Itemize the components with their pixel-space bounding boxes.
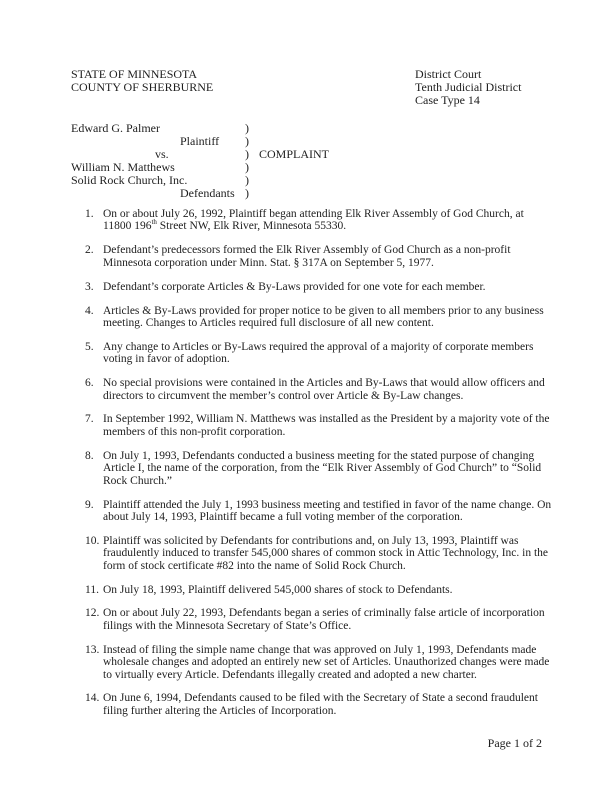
- caption-party-role: Defendants: [180, 186, 235, 200]
- court-header-left: [71, 68, 415, 107]
- caption-document-title: [259, 122, 329, 135]
- complaint-paragraphs: [71, 208, 553, 729]
- caption-party-name: Solid Rock Church, Inc.: [71, 173, 188, 187]
- paragraph-text: On or about July 22, 1993, Defendants began a series of criminally false article of incorporation filings with the Minnesota Secretary of State’s Office.: [103, 607, 545, 632]
- paragraph-text: Plaintiff attended the July 1, 1993 business meeting and testified in favor of the name change. On about July 14, 1993, Plaintiff became a full voting member of the corporation.: [103, 498, 552, 523]
- complaint-paragraph: [71, 305, 553, 330]
- case-type-line: Case Type 14: [415, 93, 480, 107]
- paragraph-text: Defendant’s predecessors formed the Elk River Assembly of God Church as a non-profit Minnesota corporation under Minn. Stat. § 317A on September 5, 1977.: [103, 244, 511, 269]
- paragraph-number: 3.: [85, 280, 94, 293]
- paragraph-text: No special provisions were contained in the Articles and By-Laws that would allow officers and directors to circumvent the member’s control over Article & By-Law changes.: [103, 377, 545, 402]
- paragraph-number: 11.: [85, 583, 99, 596]
- caption-document-title: [259, 174, 329, 187]
- caption-paren: ): [245, 186, 249, 200]
- complaint-paragraph: [71, 450, 553, 487]
- paragraph-text: On June 6, 1994, Defendants caused to be filed with the Secretary of State a second fraudulent filing further altering the Articles of Incorporation.: [103, 692, 538, 717]
- paragraph-number: 2.: [85, 244, 94, 257]
- paragraph-number: 1.: [85, 208, 94, 220]
- paragraph-text: In September 1992, William N. Matthews was installed as the President by a majority vote of the members of this non-profit corporation.: [103, 413, 550, 438]
- case-caption: [71, 122, 329, 200]
- paragraph-number: 4.: [85, 304, 94, 317]
- caption-paren: ): [245, 121, 249, 135]
- caption-row: [71, 187, 329, 200]
- court-name-line: District Court: [415, 67, 482, 81]
- state-line: STATE OF MINNESOTA: [71, 67, 198, 81]
- paragraph-number: 9.: [85, 498, 94, 511]
- judicial-district-line: Tenth Judicial District: [415, 80, 522, 94]
- page-number: Page 1 of 2: [487, 736, 542, 750]
- paragraph-text: Any change to Articles or By-Laws required the approval of a majority of corporate members voting in favor of adoption.: [103, 340, 534, 366]
- caption-document-title: COMPLAINT: [259, 147, 330, 161]
- paragraph-number: 10.: [85, 534, 100, 547]
- paragraph-number: 8.: [85, 449, 94, 462]
- complaint-paragraph: [71, 208, 553, 233]
- caption-paren: ): [245, 134, 249, 148]
- caption-paren: ): [245, 147, 249, 161]
- complaint-paragraph: [71, 244, 553, 269]
- paragraph-text: Defendant’s corporate Articles & By-Laws provided for one vote for each member.: [103, 280, 486, 293]
- complaint-paragraph: [71, 377, 553, 402]
- county-line: COUNTY OF SHERBURNE: [71, 80, 214, 94]
- caption-party-name: Edward G. Palmer: [71, 121, 160, 135]
- court-header: [71, 68, 557, 107]
- complaint-paragraph: [71, 281, 553, 293]
- paragraph-text: On July 1, 1993, Defendants conducted a business meeting for the stated purpose of changing Article I, the name of the corporation, from the “Elk River Assembly of God Church” to “Solid Rock Church.”: [103, 449, 542, 487]
- complaint-paragraph: [71, 413, 553, 438]
- paragraph-text: Articles & By-Laws provided for proper notice to be given to all members prior to any business meeting. Changes to Articles required full disclosure of all new content.: [103, 304, 544, 329]
- paragraph-text: On July 18, 1993, Plaintiff delivered 545,000 shares of stock to Defendants.: [103, 583, 453, 596]
- paragraph-text: Plaintiff was solicited by Defendants for contributions and, on July 13, 1993, Plaintiff was fraudulently induced to transfer 545,000 shares of common stock in Attic Technology, Inc. in the form of stock certificate #82 into the name of Solid Rock Church.: [103, 534, 549, 572]
- paragraph-number: 13.: [85, 643, 100, 656]
- caption-document-title: [259, 161, 329, 174]
- paragraph-number: 14.: [85, 692, 100, 705]
- complaint-paragraph: [71, 499, 553, 524]
- complaint-paragraph: [71, 584, 553, 596]
- paragraph-number: 6.: [85, 377, 94, 390]
- paragraph-text: Instead of filing the simple name change that was approved on July 1, 1993, Defendants made wholesale changes and adopted an entirely new set of Articles. Unauthorized changes were made to virtually every Article. Defendants illegally created and adopted a new charter.: [103, 643, 550, 681]
- caption-versus: vs.: [155, 147, 169, 161]
- paragraph-number: 12.: [85, 607, 100, 620]
- paragraph-number: 7.: [85, 413, 94, 426]
- complaint-paragraph: [71, 341, 553, 366]
- caption-paren: ): [245, 173, 249, 187]
- caption-party-role: Plaintiff: [180, 134, 220, 148]
- paragraph-text: On or about July 26, 1992, Plaintiff began attending Elk River Assembly of God Church, at 11800 196th Street NW, Elk River, Minnesota 55330.: [103, 208, 524, 233]
- caption-document-title: [259, 187, 329, 200]
- complaint-paragraph: [71, 644, 553, 681]
- complaint-paragraph: [71, 607, 553, 632]
- complaint-paragraph: [71, 535, 553, 572]
- complaint-paragraph: [71, 692, 553, 717]
- paragraph-number: 5.: [85, 340, 94, 353]
- caption-party-name: William N. Matthews: [71, 160, 175, 174]
- caption-paren: ): [245, 160, 249, 174]
- court-header-right: [415, 68, 557, 107]
